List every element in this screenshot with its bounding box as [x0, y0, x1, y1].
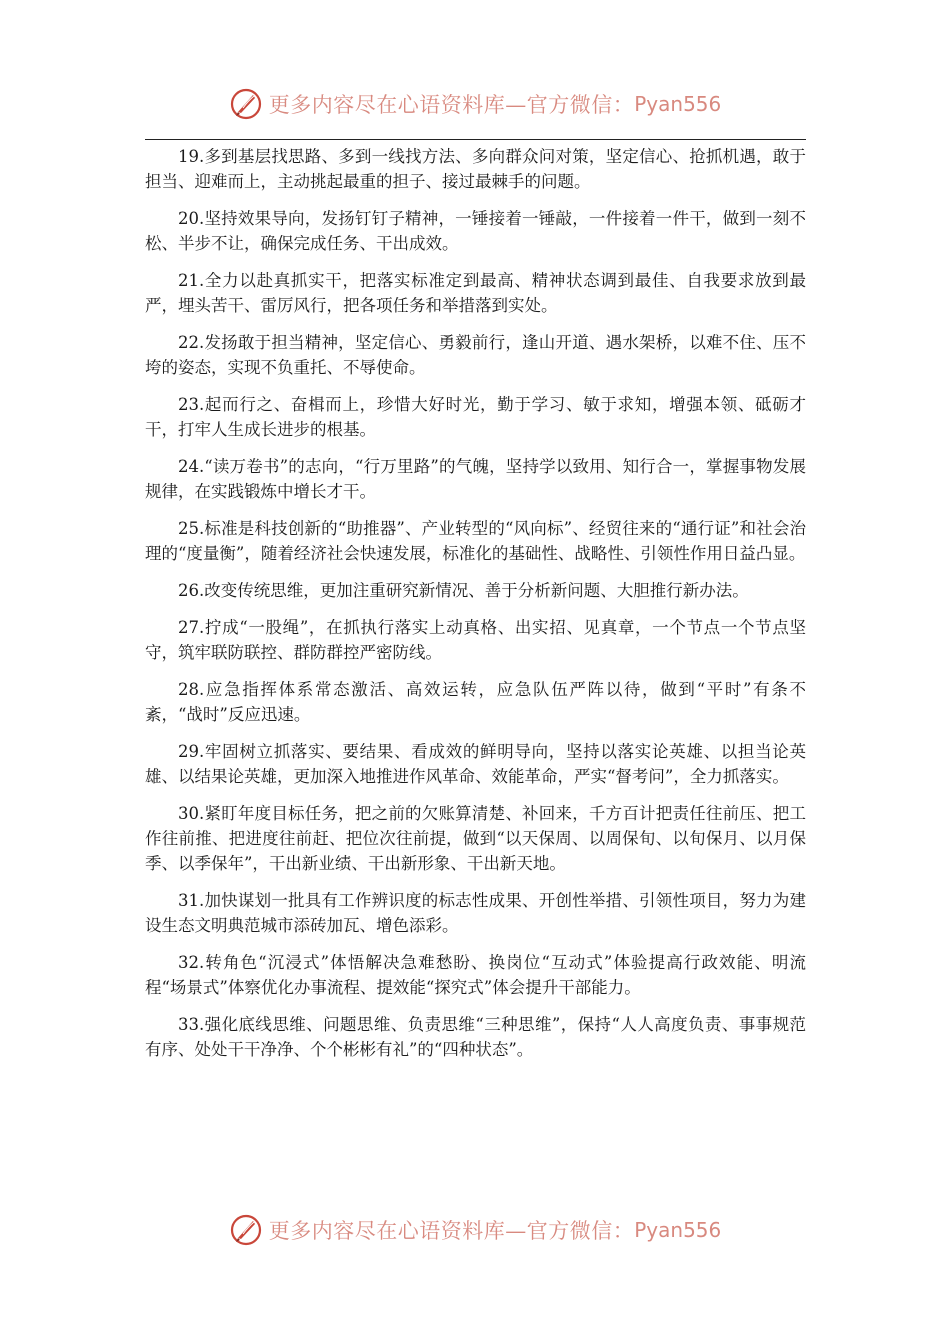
quill-logo-icon [229, 1213, 263, 1247]
paragraph-27: 27.拧成“一股绳”，在抓执行落实上动真格、出实招、见真章，一个节点一个节点坚守，筑牢联防联控、群防群控严密防线。 [145, 618, 806, 662]
paragraph-30: 30.紧盯年度目标任务，把之前的欠账算清楚、补回来，千方百计把责任往前压、把工作往前推、把进度往前赶、把位次往前提，做到“以天保周、以周保旬、以旬保月、以月保季、以季保年”，干出新业绩、干出新形象、干出新天地。 [145, 804, 806, 873]
paragraph-26: 26.改变传统思维，更加注重研究新情况、善于分析新问题、大胆推行新办法。 [178, 581, 749, 600]
paragraph-31: 31.加快谋划一批具有工作辨识度的标志性成果、开创性举措、引领性项目，努力为建设生态文明典范城市添砖加瓦、增色添彩。 [145, 891, 806, 935]
paragraph-21: 21.全力以赴真抓实干，把落实标准定到最高、精神状态调到最佳、自我要求放到最严，埋头苦干、雷厉风行，把各项任务和举措落到实处。 [145, 271, 806, 315]
paragraph-23: 23.起而行之、奋楫而上，珍惜大好时光，勤于学习、敏于求知，增强本领、砥砺才干，打牢人生成长进步的根基。 [145, 395, 806, 439]
footer-wechat-id: Pyan556 [634, 1218, 722, 1242]
paragraph-22: 22.发扬敢于担当精神，坚定信心、勇毅前行，逢山开道、遇水架桥，以难不住、压不垮的姿态，实现不负重托、不辱使命。 [145, 333, 806, 377]
paragraph-24: 24.“读万卷书”的志向，“行万里路”的气魄，坚持学以致用、知行合一，掌握事物发展规律，在实践锻炼中增长才干。 [145, 457, 806, 501]
header-wechat-id: Pyan556 [634, 92, 722, 116]
header-banner [0, 84, 950, 124]
header-rule [145, 139, 806, 140]
footer-banner [0, 1210, 950, 1250]
paragraph-19: 19.多到基层找思路、多到一线找方法、多向群众问对策，坚定信心、抢抓机遇，敢于担当、迎难而上，主动挑起最重的担子、接过最棘手的问题。 [145, 147, 806, 191]
document-body [145, 144, 806, 1074]
header-banner-text: 更多内容尽在心语资料库—官方微信： [268, 93, 635, 117]
paragraph-20: 20.坚持效果导向，发扬钉钉子精神，一锤接着一锤敲，一件接着一件干，做到一刻不松、半步不让，确保完成任务、干出成效。 [145, 209, 806, 253]
quill-logo-icon [229, 87, 263, 121]
paragraph-32: 32.转角色“沉浸式”体悟解决急难愁盼、换岗位“互动式”体验提高行政效能、明流程“场景式”体察优化办事流程、提效能“探究式”体会提升干部能力。 [145, 953, 806, 997]
paragraph-29: 29.牢固树立抓落实、要结果、看成效的鲜明导向，坚持以落实论英雄、以担当论英雄、以结果论英雄，更加深入地推进作风革命、效能革命，严实“督考问”，全力抓落实。 [145, 742, 806, 786]
footer-banner-text: 更多内容尽在心语资料库—官方微信： [268, 1219, 635, 1243]
paragraph-25: 25.标准是科技创新的“助推器”、产业转型的“风向标”、经贸往来的“通行证”和社会治理的“度量衡”，随着经济社会快速发展，标准化的基础性、战略性、引领性作用日益凸显。 [145, 519, 806, 563]
paragraph-28: 28.应急指挥体系常态激活、高效运转，应急队伍严阵以待，做到“平时”有条不紊，“战时”反应迅速。 [145, 680, 806, 724]
paragraph-33: 33.强化底线思维、问题思维、负责思维“三种思维”，保持“人人高度负责、事事规范有序、处处干干净净、个个彬彬有礼”的“四种状态”。 [145, 1015, 806, 1059]
